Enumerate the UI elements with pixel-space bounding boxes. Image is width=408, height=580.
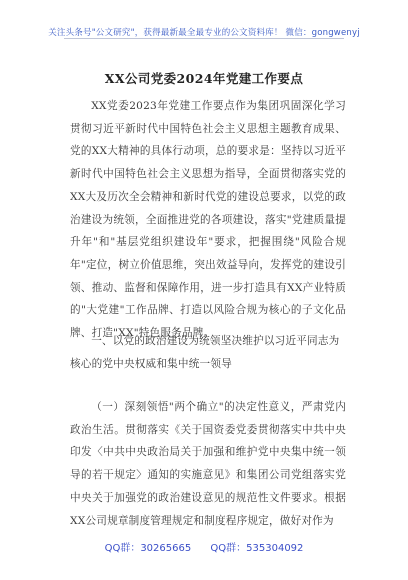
paragraph-text: （一）深刻领悟"两个确立"的决定性意义，严肃党内政治生活。贯彻落实《关于国资委党委贯彻落实中共中央印发〈中共中央政治局关于加强和维护党中央集中统一领导的若干规定〉通知的实施意见》和集团公司党组落实党中央关于加强党的政治建设意见的规范性文件要求。根据XX公司规章制度管理规定和制度程序规定，做好对作为	[70, 401, 346, 527]
footer-contacts	[0, 539, 408, 554]
section-heading-1: 一、以党的政治建设为统领坚决维护以习近平同志为核心的党中央权威和集中统一领导	[70, 335, 340, 370]
header-banner: 关注头条号"公文研究"，获得最新最全最专业的公文资料库！ 微信：gongwenyj	[48, 28, 360, 38]
body-paragraph-1	[70, 95, 346, 345]
footer-qq-group-1: QQ群：30265665	[104, 543, 192, 554]
paragraph-text: XX党委2023年党建工作要点作为集团巩固深化学习贯彻习近平新时代中国特色社会主义思想主题教育成果、党的XX大精神的具体行动项，总的要求是：坚持以习近平新时代中国特色社会主义思想为指导，全面贯彻落实党的XX大及历次全会精神和新时代党的建设总要求，以党的政治建设为统领，全面推进党的各项建设，落实"党建质量提升年"和"基层党组织建设年"要求，把握围绕"风险合规年"定位，树立价值思维，突出效益导向，发挥党的建设引领、推动、监督和保障作用，进一步打造具有XX产业特质的"大党建"工作品牌、打造以风险合规为核心的子文化品牌、打造"XX"特色服务品牌。	[70, 100, 346, 340]
footer-qq-group-2: QQ群：535304092	[210, 543, 304, 554]
document-title: XX公司党委2024年党建工作要点	[104, 71, 304, 86]
header-divider	[64, 38, 344, 39]
body-paragraph-2	[70, 396, 346, 532]
